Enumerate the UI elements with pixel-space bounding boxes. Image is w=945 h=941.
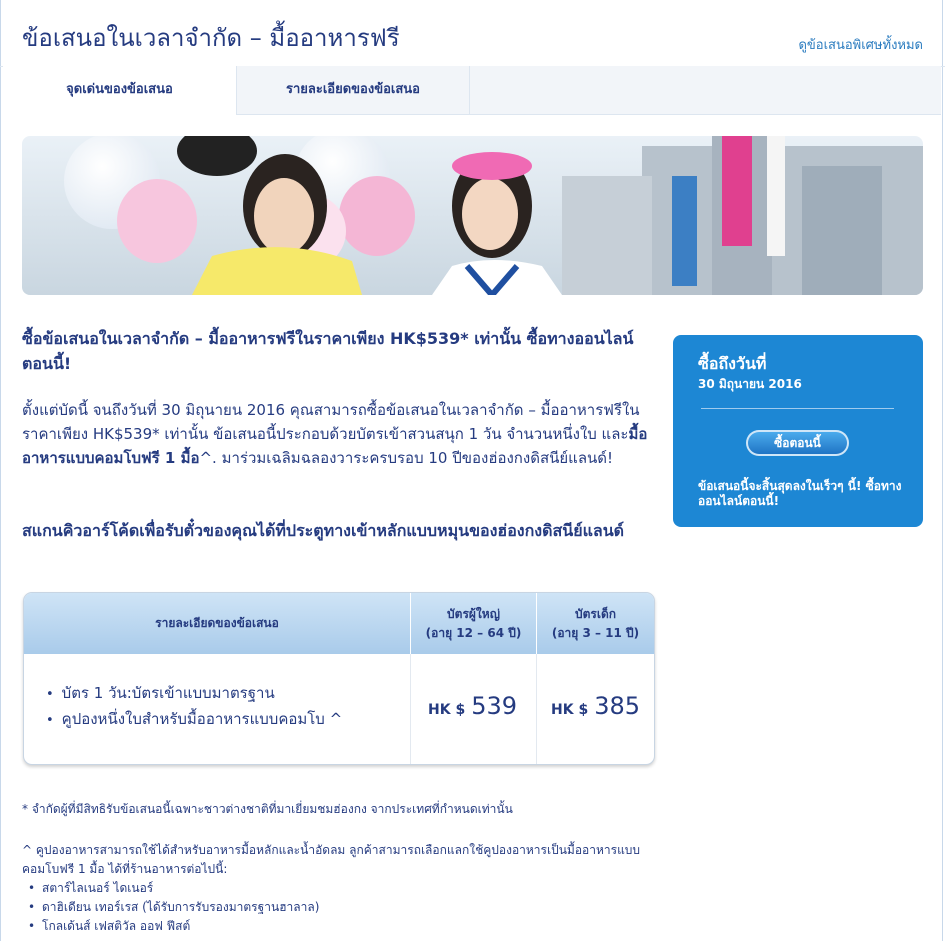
adult-age-range: (อายุ 12 – 64 ปี): [425, 625, 522, 640]
child-age-range: (อายุ 3 – 11 ปี): [551, 625, 640, 640]
list-item: • คูปองหนึ่งใบสำหรับมื้ออาหารแบบคอมโบ ^: [46, 707, 342, 733]
divider: [701, 408, 894, 409]
offer-items-list: [46, 681, 342, 733]
child-amount: 385: [594, 692, 640, 720]
col-header-label: รายละเอียดของข้อเสนอ: [155, 616, 279, 630]
restaurant-list: [22, 879, 662, 936]
coupon-note-text: ^ คูปองอาหารสามารถใช้ได้สำหรับอาหารมื้อหลักและน้ำอัดลม ลูกค้าสามารถเลือกแลกใช้คูปองอาหารเป็นมื้ออาหารแบบคอมโบฟรี 1 มื้อ ได้ที่ร้านอาหารต่อไปนี้:: [22, 843, 641, 876]
offer-description: [22, 398, 652, 470]
coupon-note: [22, 841, 662, 936]
page-header: [0, 0, 945, 67]
eligibility-note: * จำกัดผู้ที่มีสิทธิรับข้อเสนอนี้เฉพาะชาวต่างชาติที่มาเยี่ยมชมฮ่องกง จากประเทศที่กำหนดเท่านั้น: [22, 802, 513, 816]
col-adult-header: [411, 593, 537, 654]
hero-photo: [22, 136, 923, 295]
list-item: • ดาฮิเดียน เทอร์เรส (ได้รับการรับรองมาตรฐานฮาลาล): [42, 898, 662, 917]
tab-offer-highlights[interactable]: จุดเด่นของข้อเสนอ: [3, 66, 236, 115]
child-price: [551, 692, 640, 720]
offer-heading: ซื้อข้อเสนอในเวลาจำกัด – มื้ออาหารฟรีในราคาเพียง HK$539* เท่านั้น ซื้อทางออนไลน์ตอนนี้!: [22, 329, 634, 373]
buy-now-button[interactable]: ซื้อตอนนี้: [746, 430, 849, 456]
col-child-header: [537, 593, 654, 654]
purchase-by-date: 30 มิถุนายน 2016: [698, 377, 802, 391]
description-text: ตั้งแต่บัดนี้ จนถึงวันที่ 30 มิถุนายน 2016 คุณสามารถซื้อข้อเสนอในเวลาจำกัด – มื้ออาหารฟรีในราคาเพียง HK$539* เท่านั้น ข้อเสนอนี้ประกอบด้วยบัตรเข้าสวนสนุก 1 วัน จำนวนหนึ่งใบ และ: [22, 401, 640, 443]
hero-image: [22, 136, 923, 295]
table-header: [24, 593, 654, 654]
purchase-box: [673, 335, 923, 527]
page-title: ข้อเสนอในเวลาจำกัด – มื้ออาหารฟรี: [22, 24, 400, 52]
adult-amount: 539: [471, 692, 517, 720]
description-bold: มื้ออาหารแบบคอมโบฟรี 1 มื้อ: [22, 425, 648, 467]
child-header-label: บัตรเด็ก: [574, 606, 616, 621]
adult-price: [428, 692, 517, 720]
list-item: • สตาร์ไลเนอร์ ไดเนอร์: [42, 879, 662, 898]
tab-offer-details[interactable]: รายละเอียดของข้อเสนอ: [236, 66, 470, 114]
description-text-end: ^. มาร่วมเฉลิมฉลองวาระครบรอบ 10 ปีของฮ่องกงดิสนีย์แลนด์!: [199, 449, 614, 467]
col-offer-details-header: [24, 593, 411, 654]
tab-bar: [3, 66, 941, 115]
qr-heading: สแกนคิวอาร์โค้ดเพื่อรับตั๋วของคุณได้ที่ประตูทางเข้าหลักแบบหมุนของฮ่องกงดิสนีย์แลนด์: [22, 521, 625, 540]
offer-ending-note: ข้อเสนอนี้จะสิ้นสุดลงในเร็วๆ นี้! ซื้อทางออนไลน์ตอนนี้!: [698, 479, 902, 508]
table-row: [24, 654, 654, 764]
all-offers-link[interactable]: ดูข้อเสนอพิเศษทั้งหมด: [798, 38, 923, 53]
offer-table: [23, 592, 655, 765]
child-currency: HK $: [551, 702, 589, 718]
adult-header-label: บัตรผู้ใหญ่: [447, 606, 500, 621]
purchase-by-title: ซื้อถึงวันที่: [698, 354, 767, 373]
adult-currency: HK $: [428, 702, 466, 718]
list-item: • โกลเด้นส์ เฟสติวัล ออฟ ฟีสต์: [42, 917, 662, 936]
list-item: • บัตร 1 วัน:บัตรเข้าแบบมาตรฐาน: [46, 681, 342, 707]
